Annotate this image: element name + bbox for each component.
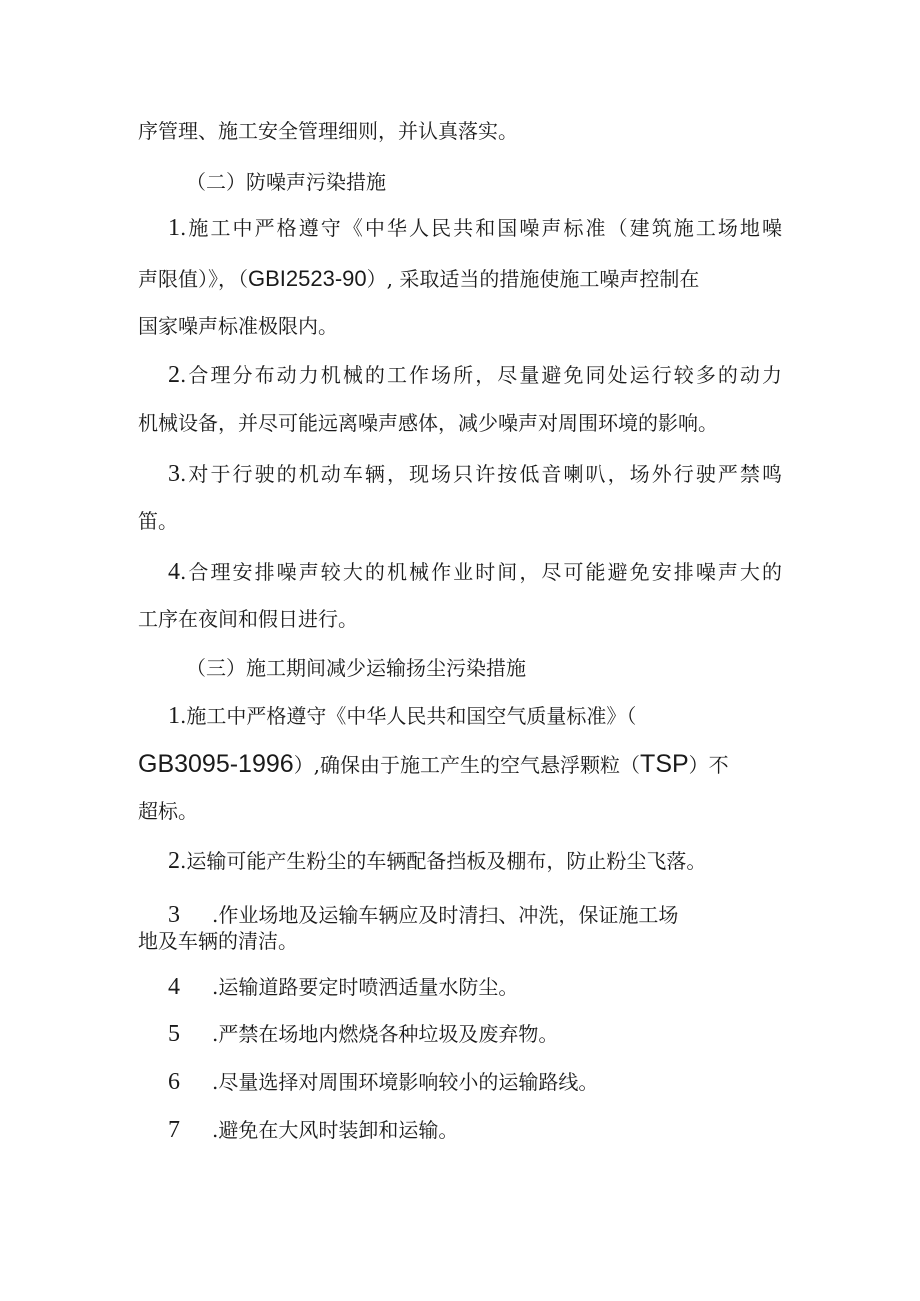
section-heading-text: （二）防噪声污染措施: [186, 170, 386, 194]
paragraph-text: .运输道路要定时喷洒适量水防尘。: [212, 975, 519, 999]
paragraph-text: .施工中严格遵守《中华人民共和国空气质量标准》（: [180, 704, 637, 728]
paragraph-text: 工序在夜间和假日进行。: [138, 607, 358, 631]
section-heading: [186, 172, 386, 192]
text-line: [138, 413, 718, 433]
text-line: [138, 316, 338, 336]
standard-code: GBI2523-90: [248, 266, 367, 291]
paragraph-text: .作业场地及运输车辆应及时清扫、冲洗，保证施工场: [212, 903, 679, 927]
text-line: [138, 1022, 558, 1046]
paragraph-text: .合理安排噪声较大的机械作业时间，尽可能避免安排噪声大的: [180, 560, 782, 584]
text-line: [138, 363, 782, 387]
item-number: 2: [168, 848, 180, 874]
text-line: [138, 216, 782, 240]
text-line: [138, 975, 518, 999]
paragraph-text: .运输可能产生粉尘的车辆配备挡板及棚布，防止粉尘飞落。: [180, 849, 707, 873]
text-line: [138, 121, 518, 141]
paragraph-text: 机械设备，并尽可能远离噪声感体，减少噪声对周围环境的影响。: [138, 411, 718, 435]
section-heading-text: （三）施工期间减少运输扬尘污染措施: [186, 656, 526, 680]
paragraph-text: 笛。: [138, 509, 178, 533]
text-line: [138, 1070, 598, 1094]
text-line: [138, 462, 782, 486]
item-number: 7: [168, 1117, 180, 1143]
abbreviation: TSP: [640, 750, 689, 778]
paragraph-text: 超标。: [138, 799, 198, 823]
paragraph-text: ）不: [688, 753, 729, 777]
item-number: 1: [168, 215, 180, 241]
item-number: 4: [168, 974, 180, 1000]
standard-code: GB3095-1996: [138, 750, 294, 778]
item-number: 2: [168, 362, 180, 388]
text-line: [138, 903, 678, 927]
paragraph-text: .施工中严格遵守《中华人民共和国噪声标准（建筑施工场地噪: [180, 216, 782, 240]
item-number: 5: [168, 1021, 180, 1047]
paragraph-text: .避免在大风时装卸和运输。: [212, 1118, 459, 1142]
text-line: [138, 268, 699, 290]
text-line: [138, 931, 298, 951]
text-line: [138, 801, 198, 821]
paragraph-text: .合理分布动力机械的工作场所，尽量避免同处运行较多的动力: [180, 363, 782, 387]
item-number: 4: [168, 559, 180, 585]
text-line: [138, 704, 636, 728]
item-number: 3: [168, 461, 180, 487]
item-number: 6: [168, 1069, 180, 1095]
item-number: 1: [168, 703, 180, 729]
text-line: [138, 752, 729, 777]
paragraph-text: ）, 采取适当的措施使施工噪声控制在: [366, 267, 700, 291]
paragraph-text: 国家噪声标准极限内。: [138, 314, 338, 338]
item-number: 3: [168, 902, 180, 928]
paragraph-text: 地及车辆的清洁。: [138, 929, 298, 953]
paragraph-text: ）,确保由于施工产生的空气悬浮颗粒（: [293, 753, 641, 777]
paragraph-text: 序管理、施工安全管理细则，并认真落实。: [138, 119, 518, 143]
paragraph-text: .尽量选择对周围环境影响较小的运输路线。: [212, 1070, 599, 1094]
paragraph-text: 声限值）》，（: [138, 267, 248, 291]
text-line: [138, 1118, 458, 1142]
text-line: [138, 609, 358, 629]
text-line: [138, 560, 782, 584]
section-heading: [186, 658, 526, 678]
text-line: [138, 511, 178, 531]
paragraph-text: .严禁在场地内燃烧各种垃圾及废弃物。: [212, 1022, 559, 1046]
paragraph-text: .对于行驶的机动车辆，现场只许按低音喇叭，场外行驶严禁鸣: [180, 462, 782, 486]
text-line: [138, 849, 706, 873]
